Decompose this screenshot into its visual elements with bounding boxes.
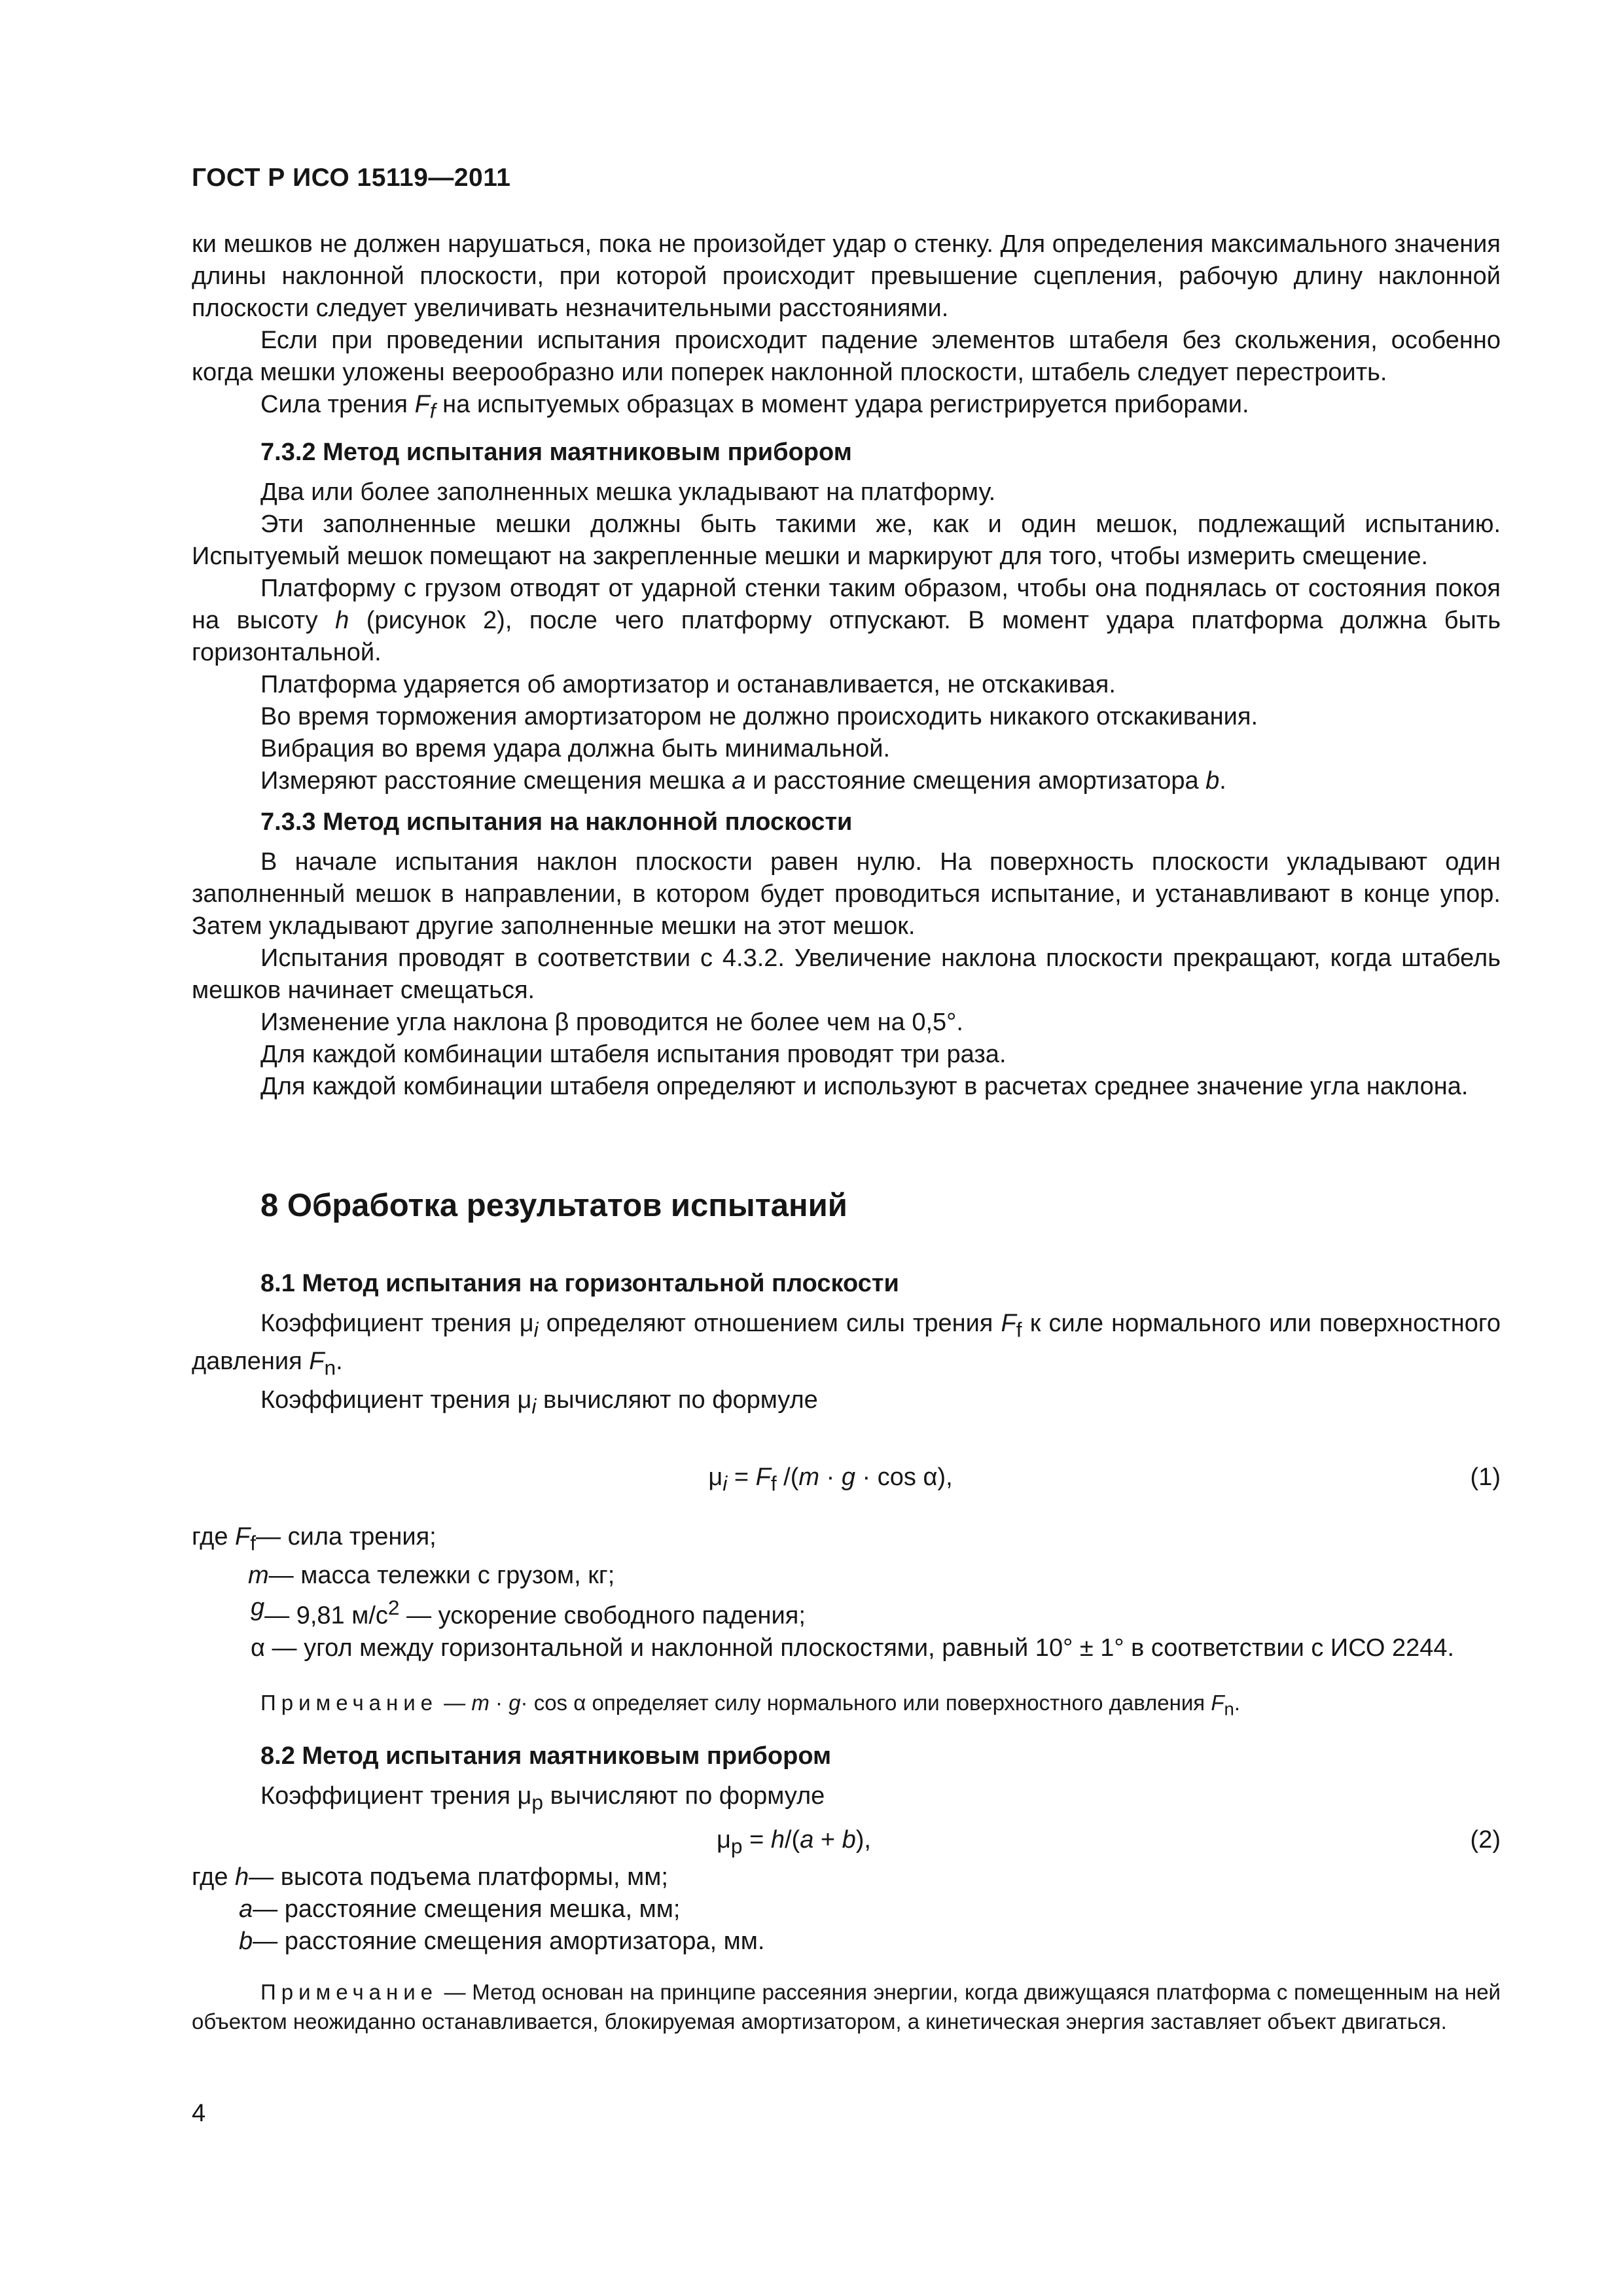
paragraph: Для каждой комбинации штабеля определяют и используют в расчетах среднее значение угла наклона.	[260, 1072, 1469, 1100]
paragraph: ки мешков не должен нарушаться, пока не произойдет удар о стенку. Для определения максимального значения длины наклонной плоскости, при которой происходит превышение сцепления, рабочую длину наклонной плоскости следует увеличивать незначительными расстояниями.	[192, 230, 1501, 322]
paragraph: Вибрация во время удара должна быть минимальной.	[260, 734, 891, 762]
paragraph: Коэффициент трения $\mu_i$ вычисляют по формуле	[260, 1386, 818, 1418]
formula-number: (2)	[1470, 1825, 1501, 1854]
formula-number: (1)	[1470, 1463, 1501, 1492]
subsection-heading-7-3-3: 7.3.3 Метод испытания на наклонной плоскости	[260, 808, 853, 836]
formula-expression: $\mu_i = F_f$ /(m · g · cos α),	[708, 1463, 953, 1496]
page-number: 4	[192, 2100, 206, 2127]
paragraph: Сила трения $F_f$ на испытуемых образцах в момент удара регистрируется приборами.	[260, 391, 1249, 423]
subsection-heading-7-3-2: 7.3.2 Метод испытания маятниковым прибором	[260, 438, 852, 466]
definition-item: a — расстояние смещения мешка, мм;	[239, 1895, 681, 1923]
paragraph: Коэффициент трения $\mu_i$ определяют отношением силы трения $F_f$ к силе нормального или поверхностного давления $F_n$.	[192, 1309, 1501, 1380]
definition-item: где $F_f$ — сила трения;	[192, 1523, 437, 1555]
symbol: F	[414, 391, 430, 418]
definitions-list	[192, 1521, 1501, 1664]
definition-item: g — 9,81 $м/с^2$ — ускорение свободного падения;	[251, 1593, 806, 1630]
definition-item: α — угол между горизонтальной и наклонной плоскостями, равный 10° ± 1° в соответствии с ИСО 2244.	[251, 1634, 1455, 1662]
paragraph: Измеряют расстояние смещения мешка a и расстояние смещения амортизатора b.	[260, 766, 1226, 795]
definition-item: где h — высота подъема платформы, мм;	[192, 1863, 668, 1891]
note: Примечание — Метод основан на принципе рассеяния энергии, когда движущаяся платформа с помещенным на ней объектом неожиданно останавливается, блокируемая амортизатором, а кинетическая энергия заставляет объект двигаться.	[192, 1979, 1501, 2034]
note-label: Примечание	[260, 1979, 438, 2004]
paragraph: В начале испытания наклон плоскости равен нулю. На поверхность плоскости укладывают один заполненный мешок в направлении, в котором будет проводиться испытание, и устанавливают в конце упор. Затем укладывают другие заполненные мешки на этот мешок.	[192, 848, 1501, 940]
formula-1	[192, 1462, 1501, 1494]
formula-expression: $\mu_p = h/(a + b)$,	[717, 1825, 871, 1858]
paragraph: Для каждой комбинации штабеля испытания проводят три раза.	[260, 1040, 1007, 1068]
subsection-heading-8-2: 8.2 Метод испытания маятниковым прибором	[260, 1742, 832, 1770]
paragraph: Если при проведении испытания происходит падение элементов штабеля без скольжения, особенно когда мешки уложены веерообразно или поперек наклонной плоскости, штабель следует перестроить.	[192, 327, 1501, 386]
paragraph: Платформу с грузом отводят от ударной стенки таким образом, чтобы она поднялась от состояния покоя на высоту h (рисунок 2), после чего платформу отпускают. В момент удара платформа должна быть горизонтальной.	[192, 574, 1501, 666]
paragraph: Два или более заполненных мешка укладывают на платформу.	[260, 478, 996, 506]
definition-item: b — расстояние смещения амортизатора, мм.	[239, 1927, 765, 1955]
section-heading-8: 8 Обработка результатов испытаний	[260, 1187, 847, 1223]
note-label: Примечание	[260, 1690, 438, 1715]
paragraph: Коэффициент трения $\mu_p$ вычисляют по формуле	[260, 1782, 825, 1814]
paragraph: Испытания проводят в соответствии с 4.3.2. Увеличение наклона плоскости прекращают, когда штабель мешков начинает смещаться.	[192, 944, 1501, 1004]
definition-item: m — масса тележки с грузом, кг;	[248, 1561, 615, 1589]
subsection-heading-8-1: 8.1 Метод испытания на горизонтальной плоскости	[260, 1269, 899, 1297]
paragraph: Изменение угла наклона β проводится не более чем на 0,5°.	[260, 1008, 963, 1036]
paragraph: Платформа ударяется об амортизатор и останавливается, не отскакивая.	[260, 670, 1116, 698]
paragraph: Во время торможения амортизатором не должно происходить никакого отскакивания.	[260, 702, 1258, 730]
note: Примечание — m · g· cos α определяет силу нормального или поверхностного давления $F_n$.	[260, 1690, 1240, 1719]
paragraph: Эти заполненные мешки должны быть такими же, как и один мешок, подлежащий испытанию. Испытуемый мешок помещают на закрепленные мешки и маркируют для того, чтобы измерить смещение.	[192, 510, 1501, 570]
document-body	[192, 228, 1501, 2036]
document-header: ГОСТ Р ИСО 15119—2011	[192, 164, 511, 192]
definitions-list	[192, 1861, 1501, 1958]
formula-2	[192, 1824, 1501, 1856]
